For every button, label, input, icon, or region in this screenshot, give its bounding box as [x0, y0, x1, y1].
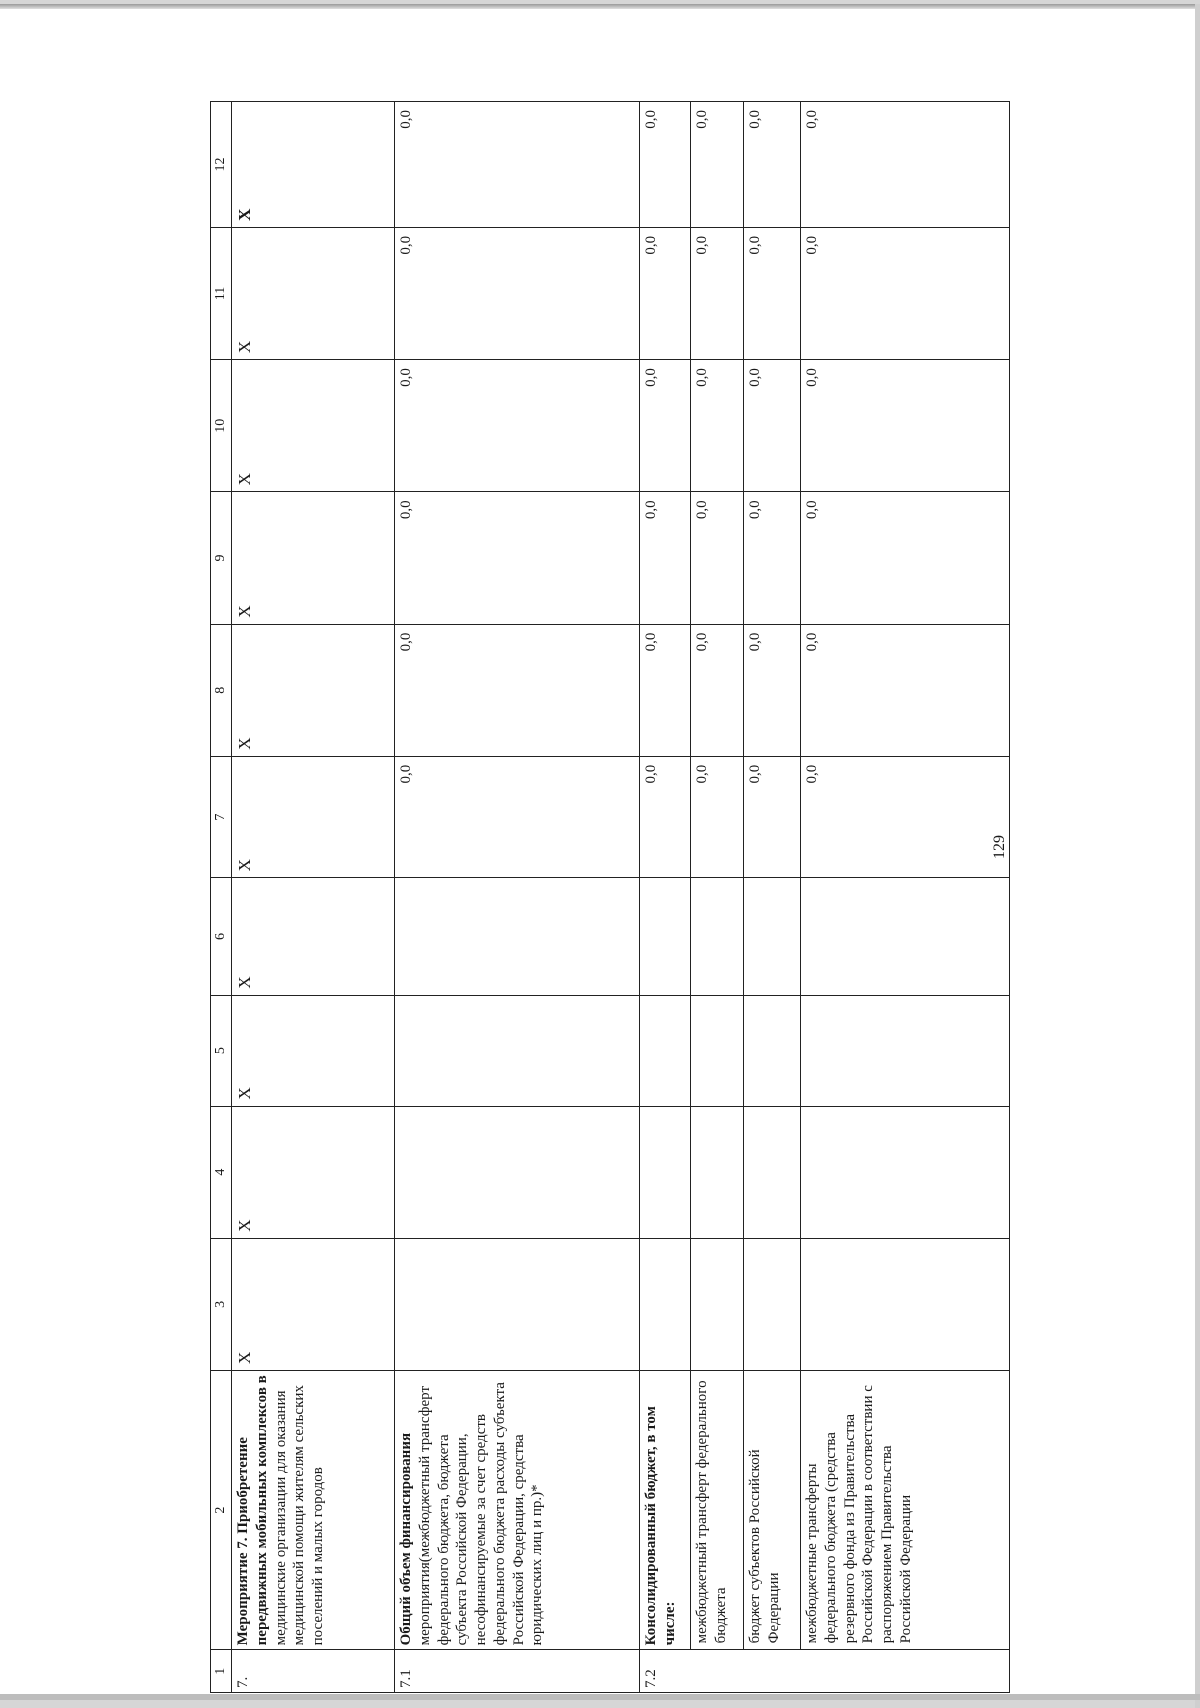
cell-col-9: 0,0	[801, 492, 1010, 624]
table-row-subject-budget	[744, 102, 801, 1693]
row-description: бюджет субъектов Российской Федерации	[744, 1370, 801, 1649]
cell-col-9: 0,0	[395, 492, 640, 624]
cell-col-5	[744, 995, 801, 1106]
cell-col-3	[691, 1238, 744, 1370]
scan-edge-bottom	[0, 1694, 1200, 1700]
cell-col-10: 0,0	[691, 360, 744, 492]
header-col-9: 9	[211, 492, 232, 624]
cell-col-11: 0,0	[744, 227, 801, 359]
cell-col-10: X	[232, 360, 395, 492]
cell-col-7: 0,0	[801, 756, 1010, 878]
cell-col-8: X	[232, 624, 395, 756]
cell-col-3	[801, 1238, 1010, 1370]
cell-col-7: 0,0	[691, 756, 744, 878]
header-col-8: 8	[211, 624, 232, 756]
table-wrapper	[210, 101, 1010, 1693]
cell-col-11: 0,0	[801, 227, 1010, 359]
cell-col-12: 0,0	[801, 102, 1010, 228]
cell-col-12: X	[232, 102, 395, 228]
header-col-1: 1	[211, 1650, 232, 1693]
financing-table	[210, 101, 1010, 1693]
header-col-3: 3	[211, 1238, 232, 1370]
cell-col-12: 0,0	[395, 102, 640, 228]
document-page	[0, 4, 1200, 1700]
table-row-interbudget-transfer	[691, 102, 744, 1693]
cell-col-8: 0,0	[744, 624, 801, 756]
cell-col-3	[395, 1238, 640, 1370]
cell-col-11: 0,0	[691, 227, 744, 359]
page-number: 129	[991, 835, 1008, 859]
cell-col-10: 0,0	[395, 360, 640, 492]
row-title-bold: Консолидированный бюджет, в том числе:	[643, 1406, 678, 1646]
header-col-6: 6	[211, 878, 232, 995]
header-col-4: 4	[211, 1106, 232, 1238]
cell-col-8: 0,0	[640, 624, 691, 756]
scan-edge-right	[1195, 4, 1200, 1708]
cell-col-4	[801, 1106, 1010, 1238]
row-title-rest: медицинские организации для оказания медицинской помощи жителям сельских поселений и малых городов	[272, 1385, 326, 1646]
row-number: 7.2	[640, 1650, 1010, 1693]
cell-col-7: 0,0	[395, 756, 640, 878]
cell-col-4	[395, 1106, 640, 1238]
cell-col-5	[395, 995, 640, 1106]
row-title-bold: Мероприятие 7. Приобретение передвижных мобильных комплексов в	[235, 1375, 270, 1646]
cell-col-11: 0,0	[640, 227, 691, 359]
row-description	[232, 1370, 395, 1649]
row-description	[395, 1370, 640, 1649]
cell-col-6: X	[232, 878, 395, 995]
cell-col-5: X	[232, 995, 395, 1106]
header-col-10: 10	[211, 360, 232, 492]
table-row-7-2	[640, 102, 691, 1693]
row-number: 7.	[232, 1650, 395, 1693]
cell-col-12: 0,0	[744, 102, 801, 228]
cell-col-4	[691, 1106, 744, 1238]
cell-col-3: X	[232, 1238, 395, 1370]
cell-col-9: 0,0	[640, 492, 691, 624]
cell-col-7: 0,0	[640, 756, 691, 878]
table-row-7	[232, 102, 395, 1693]
cell-col-6	[691, 878, 744, 995]
header-col-2: 2	[211, 1370, 232, 1649]
row-number: 7.1	[395, 1650, 640, 1693]
cell-col-8: 0,0	[395, 624, 640, 756]
cell-col-10: 0,0	[640, 360, 691, 492]
cell-col-10: 0,0	[744, 360, 801, 492]
header-col-11: 11	[211, 227, 232, 359]
cell-col-3	[640, 1238, 691, 1370]
header-col-5: 5	[211, 995, 232, 1106]
cell-col-4	[640, 1106, 691, 1238]
table-row-reserve-fund-transfers	[801, 102, 1010, 1693]
cell-col-6	[744, 878, 801, 995]
header-row	[211, 102, 232, 1693]
cell-col-8: 0,0	[691, 624, 744, 756]
row-description: межбюджетные трансферты федерального бюджета (средства резервного фонда из Правительства Российской Федерации в соответствии с распоряжением Правительства Российской Федерации	[801, 1370, 1010, 1649]
cell-col-5	[691, 995, 744, 1106]
row-title-bold: Общий объем финансирования	[398, 1432, 414, 1646]
header-col-12: 12	[211, 102, 232, 228]
cell-col-8: 0,0	[801, 624, 1010, 756]
cell-col-6	[395, 878, 640, 995]
table-row-7-1	[395, 102, 640, 1693]
cell-col-7: 0,0	[744, 756, 801, 878]
cell-col-5	[640, 995, 691, 1106]
cell-col-12: 0,0	[640, 102, 691, 228]
cell-col-11: 0,0	[395, 227, 640, 359]
cell-col-3	[744, 1238, 801, 1370]
cell-col-5	[801, 995, 1010, 1106]
cell-col-6	[640, 878, 691, 995]
cell-col-9: 0,0	[744, 492, 801, 624]
cell-col-4	[744, 1106, 801, 1238]
header-col-7: 7	[211, 756, 232, 878]
row-description: межбюджетный трансферт федерального бюджета	[691, 1370, 744, 1649]
row-description	[640, 1370, 691, 1649]
cell-col-9: 0,0	[691, 492, 744, 624]
cell-col-11: X	[232, 227, 395, 359]
cell-col-9: X	[232, 492, 395, 624]
cell-col-4: X	[232, 1106, 395, 1238]
cell-col-12: 0,0	[691, 102, 744, 228]
scan-edge-top	[0, 4, 1200, 9]
cell-col-10: 0,0	[801, 360, 1010, 492]
cell-col-6	[801, 878, 1010, 995]
cell-col-7: X	[232, 756, 395, 878]
row-title-rest: мероприятия(межбюджетный трансферт федерального бюджета, бюджета субъекта Российской Федерации, несофинансируемые за счет средств федерального бюджета расходы субъекта Российской Федерации, средства юридических лиц и пр.)*	[416, 1382, 546, 1646]
